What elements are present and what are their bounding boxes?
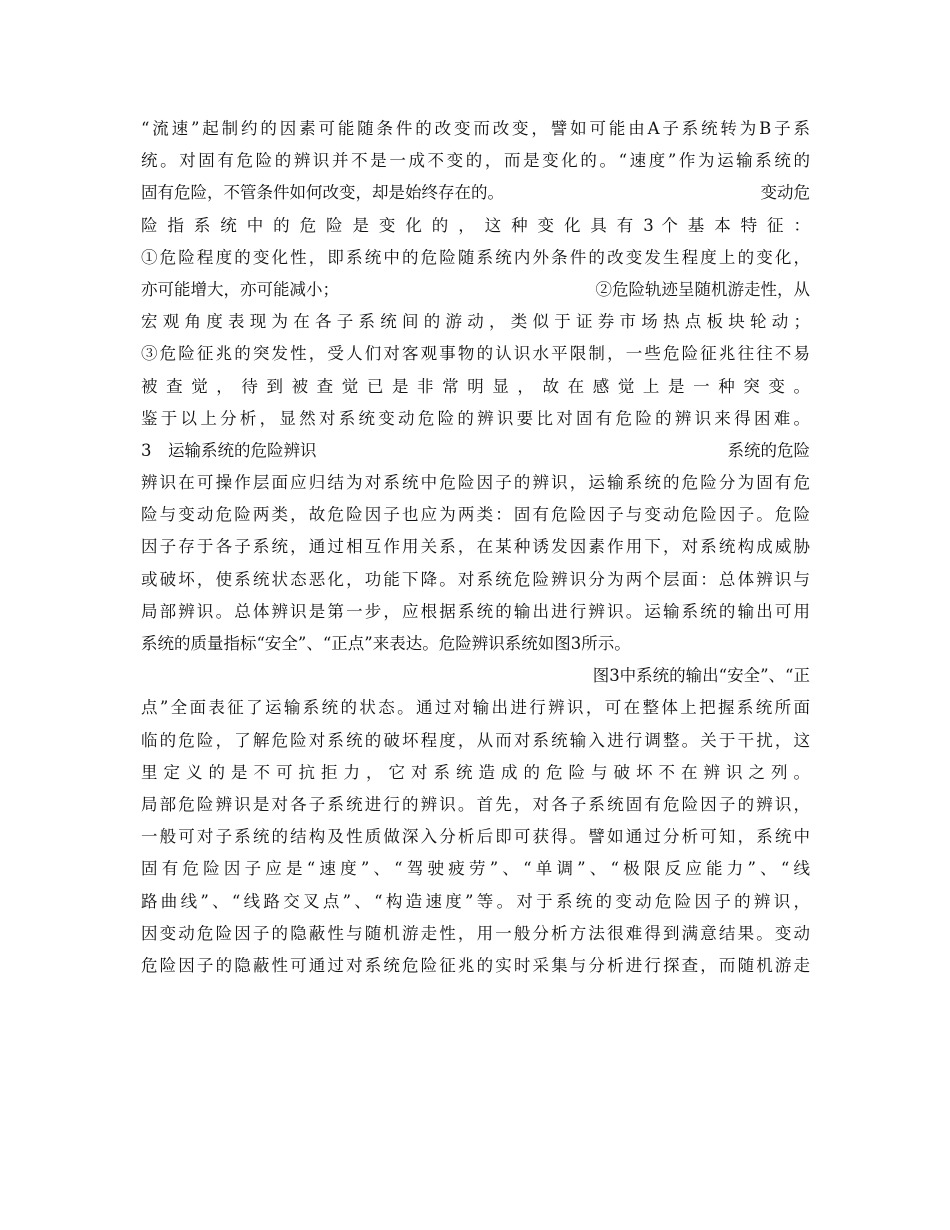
text-line <box>141 177 810 209</box>
text-line: “流速”起制约的因素可能随条件的改变而改变，譬如可能由A子系统转为B子系 <box>141 119 810 138</box>
text-line: 里 定 义 的 是 不 可 抗 拒 力 ， 它 对 系 统 造 成 的 危 险 与 破 坏 不 在 辨 识 之 列 。 <box>141 762 810 782</box>
text-line: ③危险征兆的突发性，受人们对客观事物的认识水平限制，一些危险征兆往往不易 <box>141 344 810 364</box>
text-line: 系统的质量指标“安全”、“正点”来表达。危险辨识系统如图3所示。 <box>141 634 631 653</box>
section-heading: 3 运输系统的危险辨识 <box>141 440 317 460</box>
text-line: 因子存于各子系统，通过相互作用关系，在某种诱发因素作用下，对系统构成威胁 <box>141 537 810 557</box>
text-line: 局部辨识。总体辨识是第一步，应根据系统的输出进行辨识。运输系统的输出可用 <box>141 601 810 621</box>
text-line: 或破坏，使系统状态恶化，功能下降。对系统危险辨识分为两个层面：总体辨识与 <box>141 569 810 589</box>
body-text <box>141 113 810 982</box>
text-line: 险 指 系 统 中 的 危 险 是 变 化 的 ， 这 种 变 化 具 有 3 个 基 本 特 征 ： <box>141 215 810 235</box>
text-line: 固有危险因子应是“速度”、“驾驶疲劳”、“单调”、“极限反应能力”、“线 <box>141 859 810 879</box>
text-line: 宏 观 角 度 表 现 为 在 各 子 系 统 间 的 游 动 ， 类 似 于 证 券 市 场 热 点 板 块 轮 动 ； <box>141 312 810 332</box>
text-line: 点”全面表征了运输系统的状态。通过对输出进行辨识，可在整体上把握系统所面 <box>141 698 810 718</box>
text-line <box>141 660 810 692</box>
text-line: 被 查 觉 ， 待 到 被 查 觉 已 是 非 常 明 显 ， 故 在 感 觉 上 是 一 种 突 变 。 <box>141 376 810 396</box>
text-line: 辨识在可操作层面应归结为对系统中危险因子的辨识，运输系统的危险分为固有危 <box>141 473 810 493</box>
text-line: 鉴于以上分析，显然对系统变动危险的辨识要比对固有危险的辨识来得困难。 <box>141 408 810 428</box>
text-line-end: 系统的危险 <box>727 440 810 460</box>
text-line: 统。对固有危险的辨识并不是一成不变的，而是变化的。“速度”作为运输系统的 <box>141 151 810 171</box>
text-line: 危险因子的隐蔽性可通过对系统危险征兆的实时采集与分析进行探查，而随机游走 <box>141 955 810 975</box>
text-line-end: ②危险轨迹呈随机游走性，从 <box>595 279 810 299</box>
text-line: 临的危险，了解危险对系统的破坏程度，从而对系统输入进行调整。关于干扰，这 <box>141 730 810 750</box>
text-line-start: 固有危险，不管条件如何改变，却是始终存在的。 <box>141 183 504 203</box>
text-line: 险与变动危险两类，故危险因子也应为两类：固有危险因子与变动危险因子。危险 <box>141 505 810 525</box>
text-line: 因变动危险因子的隐蔽性与随机游走性，用一般分析方法很难得到满意结果。变动 <box>141 923 810 943</box>
text-line-end: 图3中系统的输出“安全”、“正 <box>592 666 810 686</box>
text-line <box>141 274 810 306</box>
text-line: 局部危险辨识是对各子系统进行的辨识。首先，对各子系统固有危险因子的辨识， <box>141 794 810 814</box>
section-heading-line <box>141 435 810 467</box>
text-line: 路曲线”、“线路交叉点”、“构造速度”等。对于系统的变动危险因子的辨识， <box>141 891 810 911</box>
text-line-end: 变动危 <box>760 183 810 203</box>
text-line: ①危险程度的变化性，即系统中的危险随系统内外条件的改变发生程度上的变化， <box>141 247 810 267</box>
text-line: 一般可对子系统的结构及性质做深入分析后即可获得。譬如通过分析可知，系统中 <box>141 827 810 847</box>
text-line-start: 亦可能增大，亦可能减小； <box>141 279 339 299</box>
